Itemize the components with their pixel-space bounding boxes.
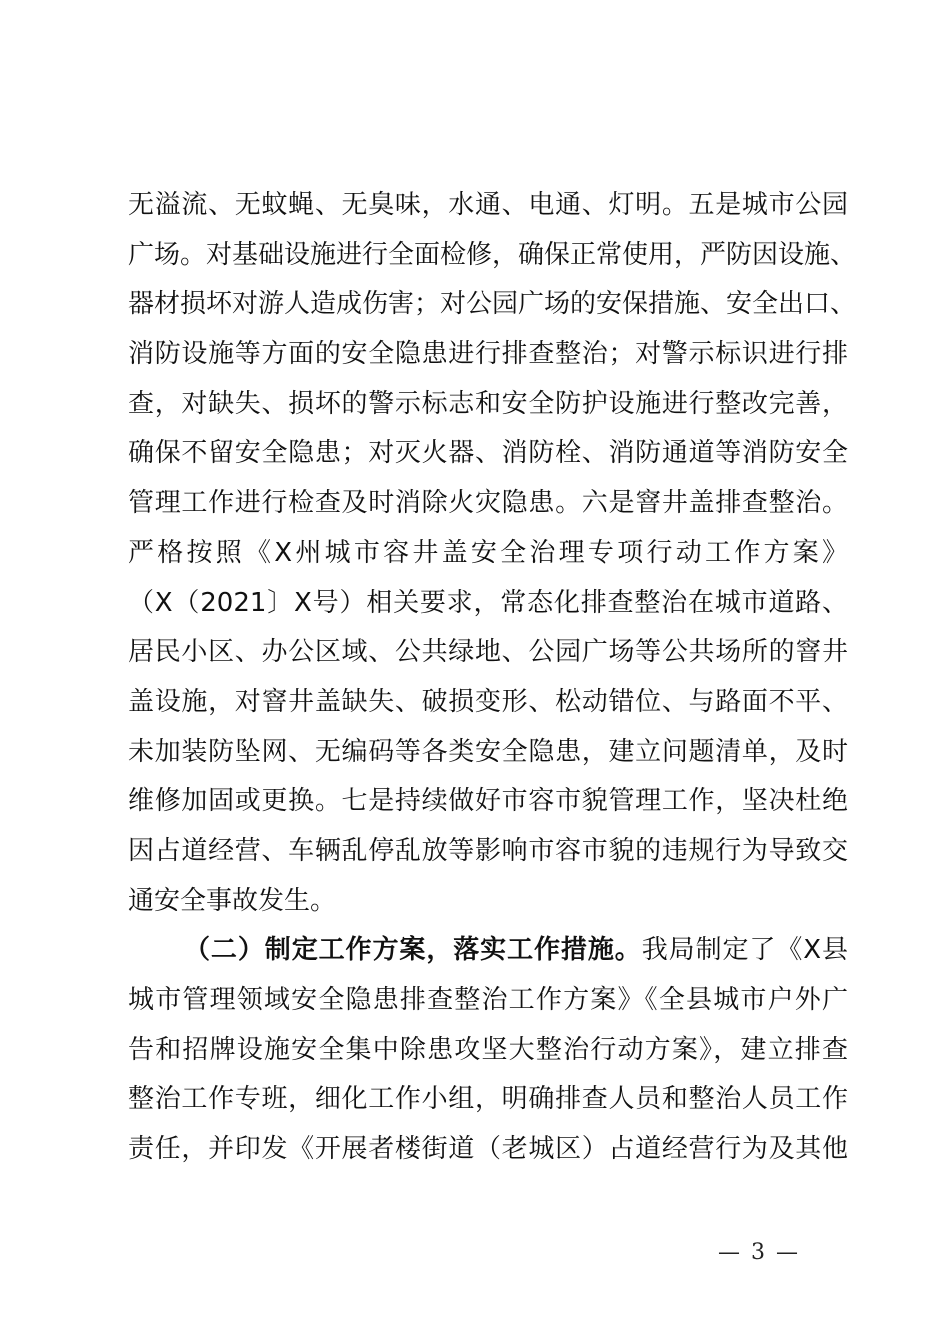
page-number: — 3 — (718, 1240, 800, 1265)
text-line: 确保不留安全隐患；对灭火器、消防栓、消防通道等消防安全 (128, 438, 848, 469)
text-line: （X（2021〕X号）相关要求，常态化排查整治在城市道路、 (128, 587, 848, 618)
text-line: 通安全事故发生。 (128, 885, 337, 916)
text-line: 居民小区、办公区域、公共绿地、公园广场等公共场所的窨井 (128, 637, 848, 668)
section-heading-line (128, 926, 848, 976)
document-body (128, 181, 857, 1175)
text-line: 因占道经营、车辆乱停乱放等影响市容市貌的违规行为导致交 (128, 835, 848, 866)
text-line: 广场。对基础设施进行全面检修，确保正常使用，严防因设施、 (128, 239, 857, 270)
text-line: 管理工作进行检查及时消除火灾隐患。六是窨井盖排查整治。 (128, 488, 848, 519)
text-line: 盖设施，对窨井盖缺失、破损变形、松动错位、与路面不平、 (128, 686, 848, 717)
text-line: 无溢流、无蚊蝇、无臭味，水通、电通、灯明。五是城市公园 (128, 190, 848, 220)
text-line: 消防设施等方面的安全隐患进行排查整治；对警示标识进行排 (128, 339, 848, 370)
paragraph-2 (128, 926, 848, 1174)
text-line: 查，对缺失、损坏的警示标志和安全防护设施进行整改完善， (128, 388, 848, 419)
text-line: 维修加固或更换。七是持续做好市容市貌管理工作，坚决杜绝 (128, 786, 848, 817)
text-line: 告和招牌设施安全集中除患攻坚大整治行动方案》，建立排查 (128, 1034, 848, 1065)
section-text: 我局制定了《X县 (641, 935, 848, 966)
text-line: 器材损坏对游人造成伤害；对公园广场的安保措施、安全出口、 (128, 289, 857, 320)
text-line: 未加装防坠网、无编码等各类安全隐患，建立问题清单，及时 (128, 736, 848, 767)
text-line: 严格按照《X州城市容井盖安全治理专项行动工作方案》 (128, 537, 848, 568)
text-line: 责任，并印发《开展者楼街道（老城区）占道经营行为及其他 (128, 1134, 848, 1165)
text-line: 城市管理领域安全隐患排查整治工作方案》《全县城市户外广 (128, 985, 848, 1015)
text-line: 整治工作专班，细化工作小组，明确排查人员和整治人员工作 (128, 1084, 848, 1115)
paragraph-1 (128, 181, 857, 926)
section-heading: （二）制定工作方案，落实工作措施。 (184, 935, 642, 966)
